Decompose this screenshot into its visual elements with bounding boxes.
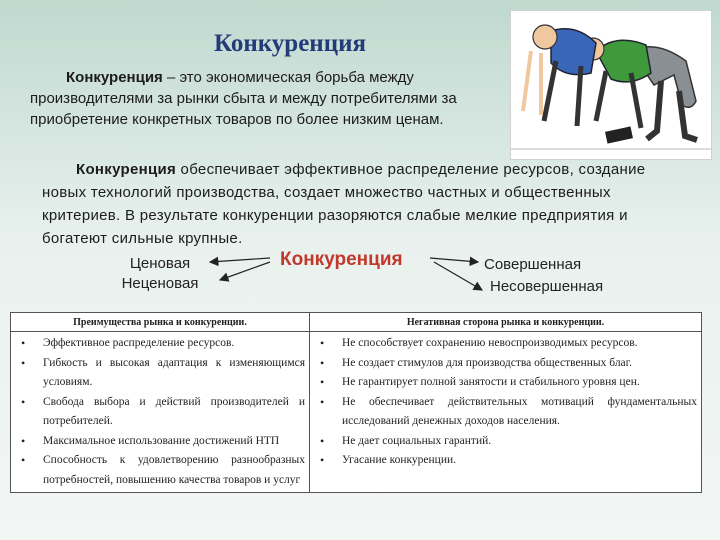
types-center-label: Конкуренция bbox=[280, 249, 403, 270]
definition-text: – это экономическая борьба между производителями за рынки сбыта и между потребителями за приобретение конкретных товаров по более низким ценам. bbox=[30, 69, 457, 128]
definition-paragraph bbox=[30, 67, 500, 130]
negative-item: • Не способствует сохранению невоспроизводимых ресурсов. bbox=[314, 334, 697, 354]
advantage-item: • Эффективное распределение ресурсов. bbox=[15, 334, 305, 354]
type-price: Ценовая bbox=[129, 255, 191, 272]
advantages-cell bbox=[11, 332, 310, 493]
arrow-to-price bbox=[210, 258, 270, 262]
type-perfect: Совершенная bbox=[484, 256, 582, 273]
negative-item: • Угасание конкуренции. bbox=[314, 451, 697, 471]
market-types bbox=[484, 254, 603, 298]
negative-item: • Не гарантирует полной занятости и стабильного уровня цен. bbox=[314, 373, 697, 393]
negatives-cell bbox=[310, 332, 702, 493]
advantage-item: • Максимальное использование достижений НТП bbox=[15, 432, 305, 452]
arrow-to-perfect bbox=[430, 258, 478, 262]
price-types bbox=[110, 254, 210, 294]
negative-item: • Не дает социальных гарантий. bbox=[314, 432, 697, 452]
definition-term: Конкуренция bbox=[66, 69, 163, 86]
type-imperfect: Несовершенная bbox=[490, 278, 604, 295]
negative-item: • Не обеспечивает действительных мотиваций фундаментальных исследований денежных доходов населения. bbox=[314, 393, 697, 432]
advantage-item: • Способность к удовлетворению разнообразных потребностей, повышению качества товаров и услуг bbox=[15, 451, 305, 490]
advantage-item: • Свобода выбора и действий производителей и потребителей. bbox=[15, 393, 305, 432]
runners-illustration bbox=[510, 10, 712, 160]
comparison-table bbox=[10, 312, 702, 493]
negative-item: • Не создает стимулов для производства общественных благ. bbox=[314, 354, 697, 374]
negatives-header: Негативная сторона рынка и конкуренции. bbox=[310, 313, 702, 332]
type-nonprice: Неценовая bbox=[121, 275, 199, 292]
arrow-to-nonprice bbox=[220, 262, 270, 280]
effects-text: обеспечивает эффективное распределение ресурсов, создание новых технологий производства, создает множество частных и общественных критериев. В результате конкуренции разоряются слабые мелкие предприятия и богатеют сильные крупные. bbox=[42, 161, 646, 247]
arrow-to-imperfect bbox=[434, 262, 482, 290]
effects-paragraph bbox=[42, 158, 682, 250]
advantage-item: • Гибкость и высокая адаптация к изменяющимся условиям. bbox=[15, 354, 305, 393]
page-title: Конкуренция bbox=[213, 30, 367, 57]
runners-drawing bbox=[511, 11, 711, 159]
advantages-header: Преимущества рынка и конкуренции. bbox=[11, 313, 310, 332]
effects-term: Конкуренция bbox=[76, 161, 177, 178]
